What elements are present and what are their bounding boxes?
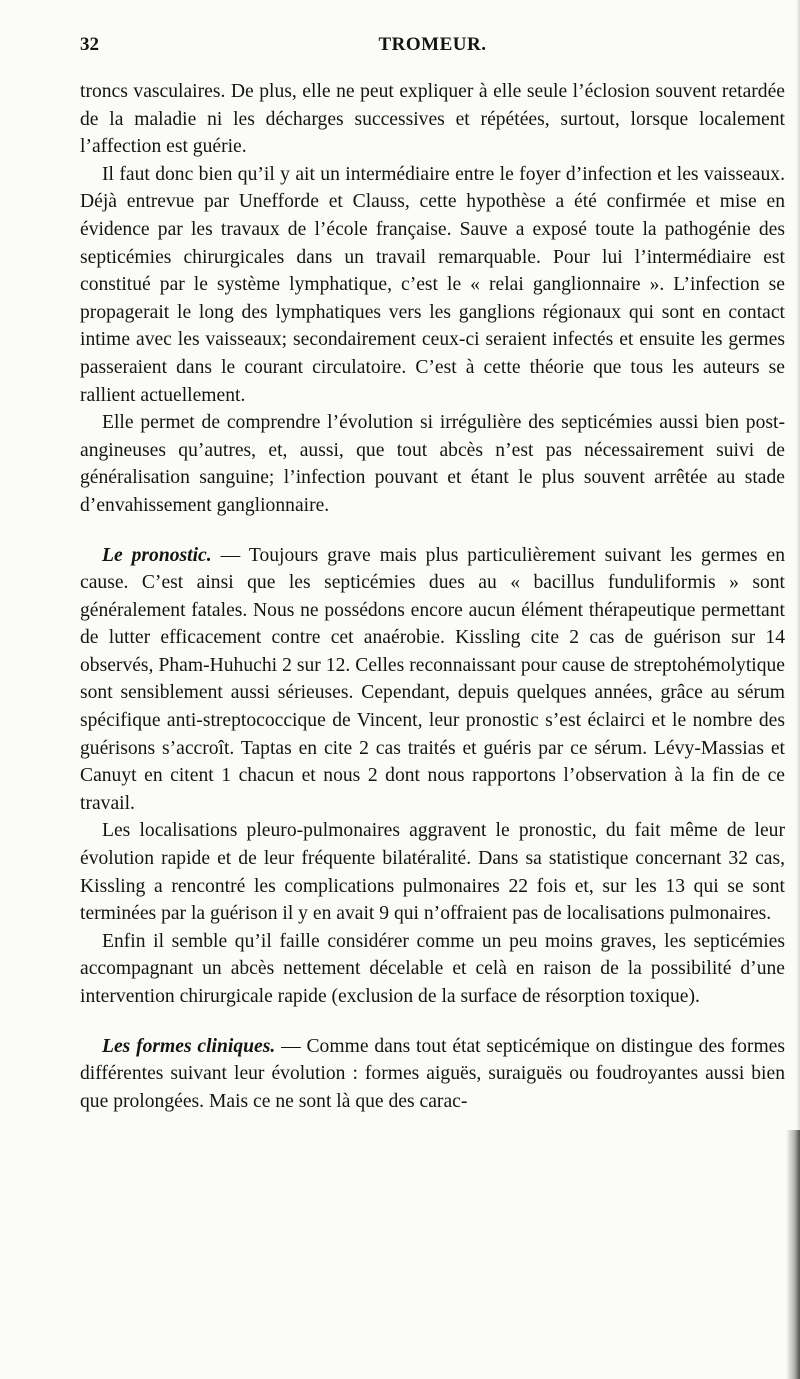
paragraph-text: Il faut donc bien qu’il y ait un intermédiaire entre le foyer d’infection et les vaisseaux. Déjà entrevue par Unefforde et Clauss, cette hypothèse a été confirmée et mise en évidence par les travaux de l’école française. Sauve a exposé toute la pathogénie des septicémies chirurgicales dans un travail remarquable. Pour lui l’intermédiaire est constitué par le système lymphatique, c’est le « relai ganglionnaire ». L’infection se propagerait le long des lymphatiques vers les ganglions régionaux qui sont en contact intime avec les vaisseaux; secondairement ceux-ci seraient infectés et ensuite les germes passeraient dans le courant circulatoire. C’est à cette théorie que tous les auteurs se rallient actuellement.: [80, 163, 785, 406]
paragraph: [80, 161, 785, 409]
page-edge-shadow: [796, 0, 800, 1130]
paragraph: [80, 409, 785, 519]
paragraph: [80, 817, 785, 927]
section-heading-clinical-forms: Les formes cliniques.: [102, 1035, 276, 1057]
section-prognosis: [80, 542, 785, 818]
binding-shadow: [786, 1130, 800, 1379]
paragraph: [80, 928, 785, 1011]
paragraph-text: troncs vasculaires. De plus, elle ne peut expliquer à elle seule l’éclosion souvent retardée de la maladie ni les décharges successives et répétées, surtout, lorsque localement l’affection est guérie.: [80, 81, 785, 158]
paragraph-text: Elle permet de comprendre l’évolution si irrégulière des septicémies aussi bien post-angineuses qu’autres, et, aussi, que tout abcès n’est pas nécessairement suivi de généralisation sanguine; l’infection pouvant et étant le plus souvent arrêtée au stade d’envahissement ganglionnaire.: [80, 412, 785, 516]
running-title: TROMEUR.: [378, 34, 487, 55]
paragraph-text: — Comme dans tout état septicémique on distingue des formes différentes suivant leur évolution : formes aiguës, suraiguës ou foudroyantes aussi bien que prolongées. Mais ce ne sont là que des carac-: [80, 1035, 786, 1112]
running-head: [80, 34, 785, 60]
paragraph-text: — Toujours grave mais plus particulièrement suivant les germes en cause. C’est ainsi que les septicémies dues au « bacillus funduliformis » sont généralement fatales. Nous ne possédons encore aucun élément thérapeutique permettant de lutter efficacement contre cet anaérobie. Kissling cite 2 cas de guérison sur 14 observés, Pham-Huhuchi 2 sur 12. Celles reconnaissant pour cause de streptohémolytique sont sensiblement aussi sérieuses. Cependant, depuis quelques années, grâce au sérum spécifique anti-streptococcique de Vincent, leur pronostic s’est éclairci et le nombre des guérisons s’accroît. Taptas en cite 2 cas traités et guéris par ce sérum. Lévy-Massias et Canuyt en citent 1 chacun et nous 2 dont nous rapportons l’observation à la fin de ce travail.: [80, 544, 786, 814]
section-heading-prognosis: Le pronostic.: [102, 544, 212, 566]
paragraph: [80, 78, 785, 161]
section-clinical-forms: [80, 1033, 785, 1116]
paragraph-text: Enfin il semble qu’il faille considérer comme un peu moins graves, les septicémies accompagnant un abcès nettement décelable et celà en raison de la possibilité d’une intervention chirurgicale rapide (exclusion de la surface de résorption toxique).: [80, 930, 785, 1007]
page-number: 32: [80, 34, 99, 55]
body-text: [80, 78, 785, 1115]
paragraph-text: Les localisations pleuro-pulmonaires aggravent le pronostic, du fait même de leur évolution rapide et de leur fréquente bilatéralité. Dans sa statistique concernant 32 cas, Kissling a rencontré les complications pulmonaires 22 fois et, sur les 13 qui se sont terminées par la guérison il y en avait 9 qui n’offraient pas de localisations pulmonaires.: [80, 820, 785, 925]
